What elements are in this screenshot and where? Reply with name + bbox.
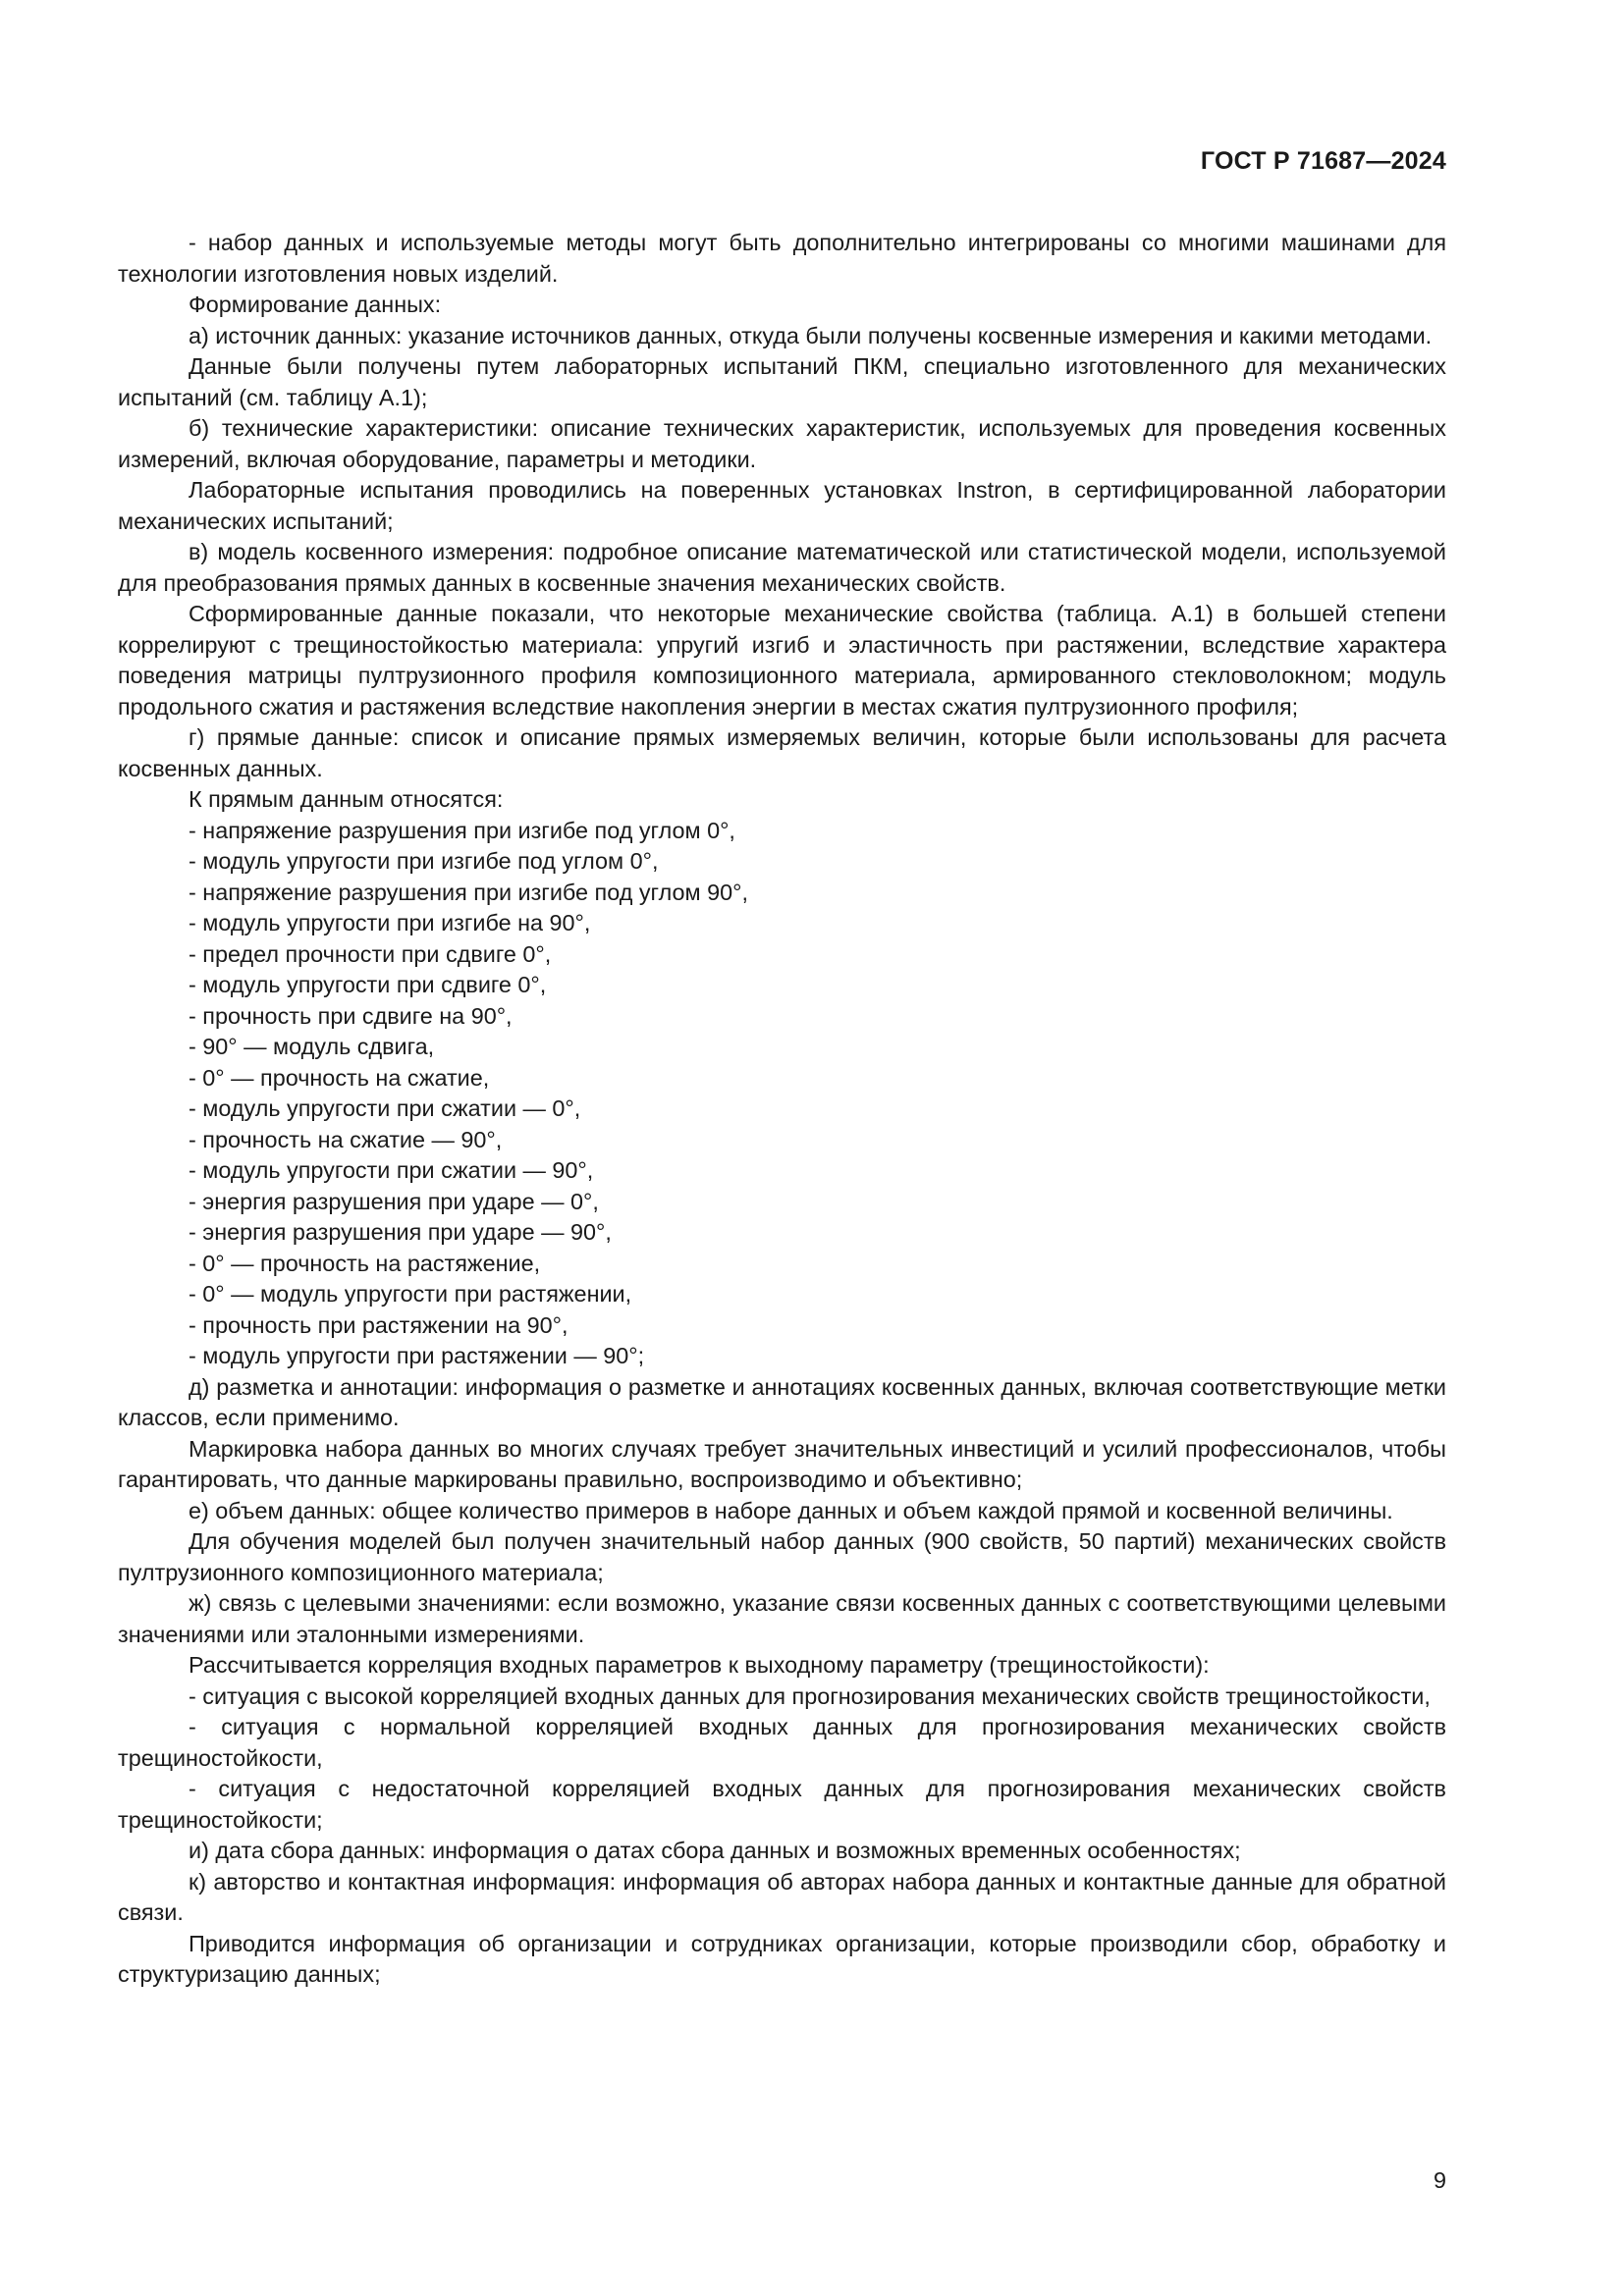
paragraph: в) модель косвенного измерения: подробное описание математической или статистической модели, используемой для преобразования прямых данных в косвенные значения механических свойств. (118, 539, 1446, 596)
paragraph: б) технические характеристики: описание технических характеристик, используемых для проведения косвенных измерений, включая оборудование, параметры и методики. (118, 415, 1446, 472)
paragraph: Лабораторные испытания проводились на поверенных установках Instron, в сертифицированной лаборатории механических испытаний; (118, 477, 1446, 534)
list-item: - напряжение разрушения при изгибе под углом 0°, (189, 817, 735, 843)
paragraph: - ситуация с недостаточной корреляцией входных данных для прогнозирования механических свойств трещиностойкости; (118, 1776, 1446, 1833)
list-item: - 90° — модуль сдвига, (189, 1034, 435, 1059)
paragraph: К прямым данным относятся: (189, 786, 504, 812)
list-item: - энергия разрушения при ударе — 0°, (189, 1188, 599, 1214)
paragraph: д) разметка и аннотации: информация о разметке и аннотациях косвенных данных, включая соответствующие метки классов, если применимо. (118, 1373, 1446, 1430)
list-item: - 0° — прочность на сжатие, (189, 1064, 490, 1091)
document-body (118, 228, 1446, 1991)
paragraph: е) объем данных: общее количество примеров в наборе данных и объем каждой прямой и косвенной величины. (189, 1497, 1393, 1523)
paragraph: Для обучения моделей был получен значительный набор данных (900 свойств, 50 партий) механических свойств пултрузионного композиционного материала; (118, 1528, 1446, 1585)
paragraph: Формирование данных: (189, 292, 442, 317)
list-item: - прочность на сжатие — 90°, (189, 1126, 503, 1152)
paragraph: ж) связь с целевыми значениями: если возможно, указание связи косвенных данных с соответствующими целевыми значениями или эталонными измерениями. (118, 1590, 1446, 1647)
paragraph: - набор данных и используемые методы могут быть дополнительно интегрированы со многими машинами для технологии изготовления новых изделий. (118, 230, 1446, 287)
paragraph: Маркировка набора данных во многих случаях требует значительных инвестиций и усилий профессионалов, чтобы гарантировать, что данные маркированы правильно, воспроизводимо и объективно; (118, 1435, 1446, 1492)
list-item: - модуль упругости при сдвиге 0°, (189, 972, 547, 997)
list-item: - предел прочности при сдвиге 0°, (189, 940, 552, 967)
list-item: - прочность при растяжении на 90°, (189, 1311, 568, 1338)
paragraph: Рассчитывается корреляция входных параметров к выходному параметру (трещиностойкости): (189, 1652, 1210, 1678)
list-item: - модуль упругости при растяжении — 90°; (189, 1343, 645, 1368)
list-item: - модуль упругости при изгибе под углом 0°, (189, 848, 659, 874)
paragraph: Данные были получены путем лабораторных испытаний ПКМ, специально изготовленного для механических испытаний (см. таблицу А.1); (118, 353, 1446, 410)
list-item: - 0° — модуль упругости при растяжении, (189, 1281, 632, 1307)
paragraph: и) дата сбора данных: информация о датах сбора данных и возможных временных особенностях; (189, 1838, 1241, 1863)
list-item: - прочность при сдвиге на 90°, (189, 1002, 513, 1029)
paragraph: а) источник данных: указание источников данных, откуда были получены косвенные измерения и какими методами. (189, 322, 1433, 348)
paragraph: Сформированные данные показали, что некоторые механические свойства (таблица. А.1) в большей степени коррелируют с трещиностойкостью материала: упругий изгиб и эластичность при растяжении, вследствие характера поведения матрицы пултрузионного профиля композиционного материала, армированного стекловолокном; модуль продольного сжатия и растяжения вследствие накопления энергии в местах сжатия пултрузионного профиля; (118, 601, 1446, 720)
paragraph: г) прямые данные: список и описание прямых измеряемых величин, которые были использованы для расчета косвенных данных. (118, 724, 1446, 781)
page-number: 9 (1433, 2167, 1446, 2193)
list-item: - напряжение разрушения при изгибе под углом 90°, (189, 879, 748, 905)
document-header: ГОСТ Р 71687—2024 (1200, 147, 1446, 175)
paragraph: Приводится информация об организации и сотрудниках организации, которые производили сбор, обработку и структуризацию данных; (118, 1930, 1446, 1987)
paragraph: - ситуация с нормальной корреляцией входных данных для прогнозирования механических свойств трещиностойкости, (118, 1714, 1446, 1771)
paragraph: к) авторство и контактная информация: информация об авторах набора данных и контактные данные для обратной связи. (118, 1868, 1446, 1925)
list-item: - модуль упругости при сжатии — 0°, (189, 1095, 581, 1121)
list-item: - модуль упругости при изгибе на 90°, (189, 910, 591, 935)
paragraph: - ситуация с высокой корреляцией входных данных для прогнозирования механических свойств трещиностойкости, (189, 1682, 1431, 1709)
list-item: - энергия разрушения при ударе — 90°, (189, 1219, 612, 1245)
list-item: - 0° — прочность на растяжение, (189, 1250, 541, 1276)
list-item: - модуль упругости при сжатии — 90°, (189, 1157, 594, 1183)
